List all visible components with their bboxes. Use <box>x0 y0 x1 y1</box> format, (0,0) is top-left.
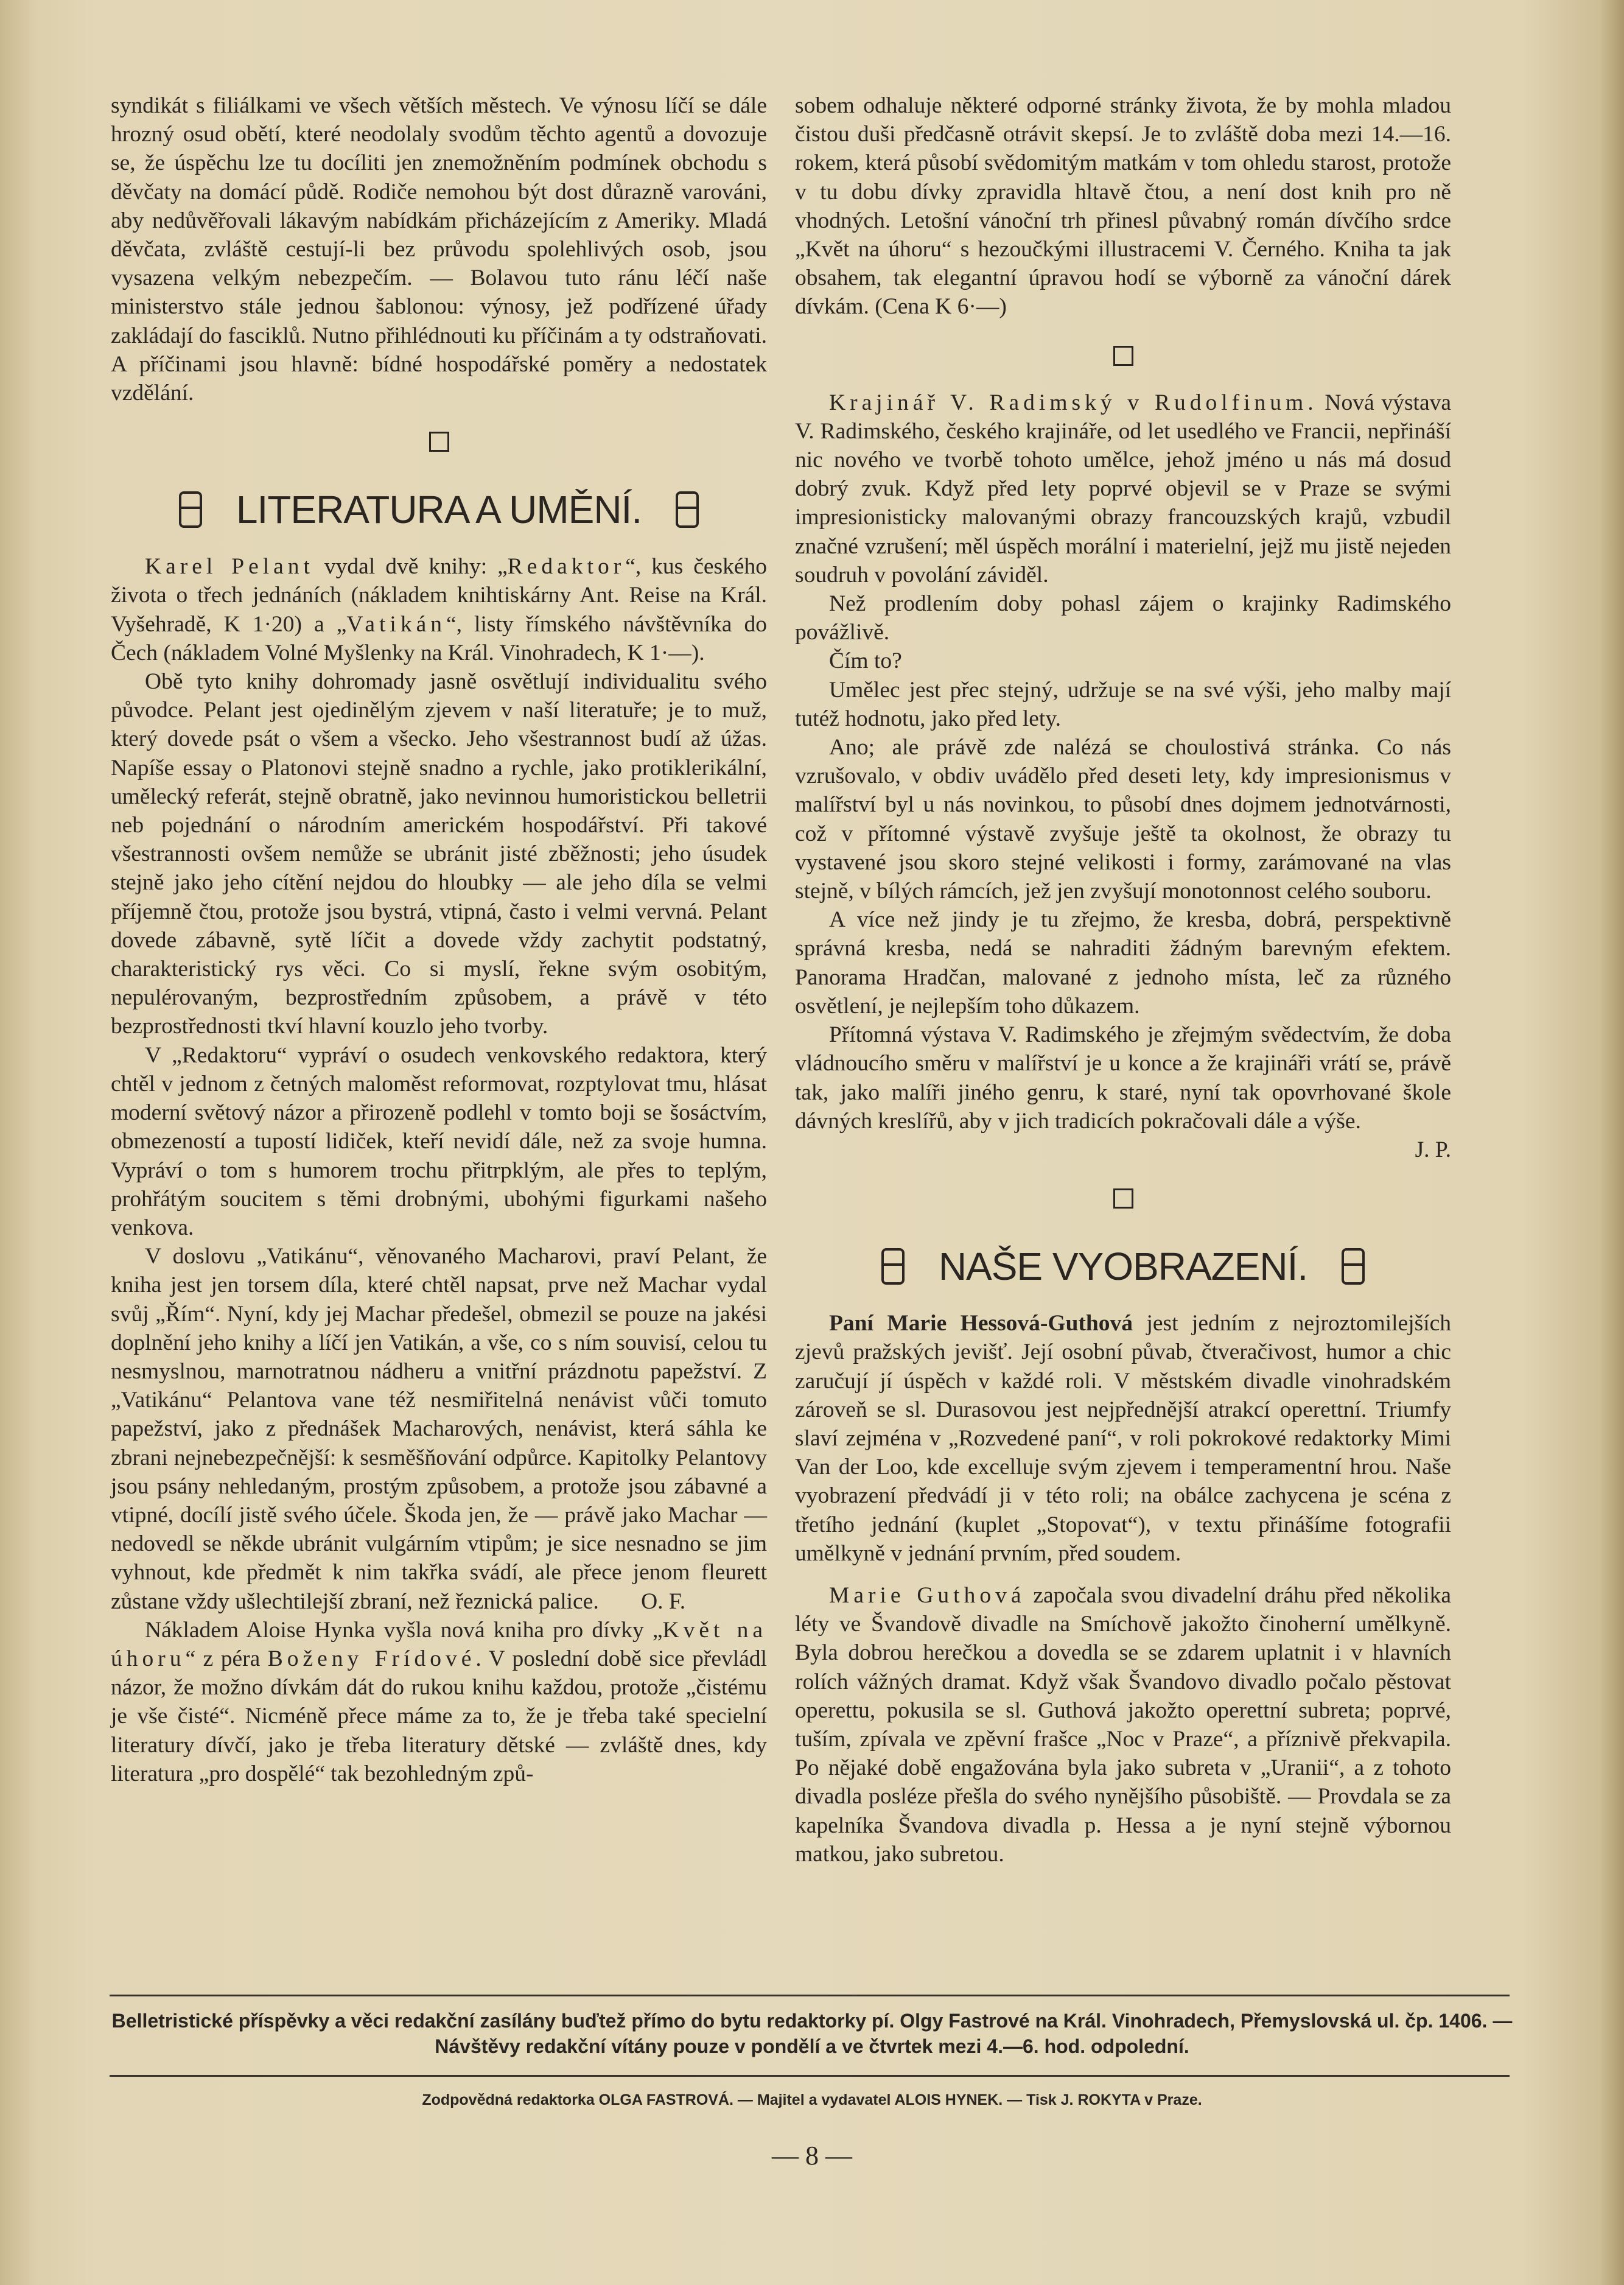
heading-ornament-icon <box>881 1248 905 1285</box>
book-title: Redaktor <box>507 554 626 580</box>
square-ornament-icon <box>429 432 449 452</box>
review-paragraph: Čím to? <box>829 648 902 674</box>
imprint: Zodpovědná redaktorka OLGA FASTROVÁ. — Majitel a vydavatel ALOIS HYNEK. — Tisk J. ROKYTA v Praze. <box>422 2091 1202 2108</box>
review-signature: O. F. <box>641 1588 686 1614</box>
review-paragraph: Přítomná výstava V. Radimského je zřejmým svědectvím, že doba vládnoucího směru v malířství je u konce a že krajináři vrátí se, právě tak, jako malíři jiného genru, k staré, nyní tak opovrhované škole dávných kreslířů, aby v jich tradicích pokračovali dále a výše. <box>795 1022 1451 1134</box>
square-ornament-icon <box>1113 346 1133 366</box>
section-divider-square <box>111 428 767 458</box>
heading-ornament-icon <box>179 491 202 528</box>
right-column <box>795 91 1451 1869</box>
heading-ornament-icon <box>676 491 699 528</box>
editorial-notice: Belletristické příspěvky a věci redakční zasílány buďtež přímo do bytu redaktorky pí. Olgy Fastrové na Král. Vinohradech, Přemyslovská ul. čp. 1406. — Návštěvy redakční vítány pouze v pondělí a ve čtvrtek mezi 4.—6. hod. odpolední. <box>111 2010 1513 2057</box>
exhibition-title: Krajinář V. Radimský v Rudolfinum. <box>829 390 1318 415</box>
heading-ornament-icon <box>1342 1248 1365 1285</box>
article-continuation: syndikát s filiálkami ve všech větších městech. Ve výnosu líčí se dále hrozný osud obětí, které neodolaly svodům těchto agentů a dovozuje se, že úspěchu lze tu docíliti jen znemožněním podmínek obchodu s děvčaty na domácí půdě. Rodiče nemohou být dost důrazně varováni, aby nedůvěřovali lákavým nabídkám přicházejícím z Ameriky. Mladá děvčata, zvláště cestují-li bez průvodu spolehlivých osob, jsou vysazena velkým nebezpečím. — Bolavou tuto ránu léčí naše ministerstvo stále jednou šablonou: výnosy, jež podřízené úřady zakládají do fasciklů. Nutno přihlédnouti ku příčinám a ty odstraňovati. A příčinami jsou hlavně: bídné hospodářské poměry a nedostatek vzdělání. <box>111 93 767 406</box>
book-title: Vatikán <box>346 611 446 637</box>
actress-profile: Paní Marie Hessová-Guthová jest jedním z nejroztomilejších zjevů pražských jevišť. Její osobní půvab, čtveračivost, humor a chic zaručují jí úspěch v každé roli. V městském divadle vinohradském zároveň se sl. Durasovou jest nejpřednější atrakcí operettní. Triumfy slaví zejména v „Rozvedené paní“, v roli pokrokové redaktorky Mimi Van der Loo, kde excelluje svým zjevem i temperamentní hrou. Naše vyobrazení předvádí ji v této roli; na obálce zachycena je scéna z třetího jednání (kuplet „Stopovat“), v textu přinášíme fotografii umělkyně v jednání prvním, před soudem. <box>795 1311 1452 1566</box>
review-continuation: sobem odhaluje některé odporné stránky života, že by mohla mladou čistou duši předčasně otrávit skepsí. Je to zvláště doba mezi 14.—16. rokem, která působí svědomitým matkám v tom ohledu starost, protože v tu dobu dívky zpravidla hltavě čtou, a není dost knih pro ně vhodných. Letošní vánoční trh přinesl půvabný román dívčího srdce „Květ na úhoru“ s hezoučkými illustracemi V. Černého. Kniha ta jak obsahem, tak elegantní úpravou hodí se výborně za vánoční dárek dívkám. (Cena K 6·—) <box>795 93 1451 320</box>
review-paragraph: A více než jindy je tu zřejmo, že kresba, dobrá, perspektivně správná kresba, nedá se nahraditi žádným barevným efektem. Panorama Hradčan, malované z jednoho místa, leč za různého osvětlení, je nejlepším toho důkazem. <box>795 907 1451 1019</box>
book-title: Květ na úhoru <box>111 1617 767 1671</box>
actress-name: Marie Guthová <box>829 1582 1026 1608</box>
section-divider-square <box>795 342 1451 373</box>
actress-career: Marie Guthová započala svou divadelní dráhu před několika léty ve Švandově divadle na Smíchově jakožto činoherní umělkyně. Byla dobrou herečkou a dovedla se se zdarem uplatnit i v hlavních rolích vážných dramat. Když však Švandovo divadlo počalo pěstovat operettu, pokusila se sl. Guthová jakožto operettní subreta; poprvé, tuším, zpívala ve zpěvní frašce „Noc v Praze“, a příznivě překvapila. Po nějaké době engažována byla jako subreta v „Uranii“, a z tohoto divadla posléze přešla do svého nynějšího působiště. — Provdala se za kapelníka Švandova divadla p. Hessa a je nyní stejně výbornou matkou, jako subretou. <box>795 1582 1452 1867</box>
left-column <box>111 91 767 1788</box>
footer-divider <box>110 1995 1510 1996</box>
review-paragraph: Umělec jest přec stejný, udržuje se na své výši, jeho malby mají tutéž hodnotu, jako před lety. <box>795 677 1451 731</box>
review-paragraph: V doslovu „Vatikánu“, věnovaného Macharovi, praví Pelant, že kniha jest jen torsem díla, které chtěl napsat, prve než Machar vydal svůj „Řím“. Nyní, kdy jej Machar předešel, obmezil se pouze na jakési doplnění jeho knihy a líčí jen Vatikán, a vše, co s ním souvisí, celou tu nesmyslnou, marnotratnou nádheru a vnitřní prázdnotu papežství. Z „Vatikánu“ Pelantova vane též nesmiřitelná nenávist vůči tomuto papežství, jako z přednášek Macharových, nenávist, která sáhla ke zbrani nejnebezpečnější: k sesměšňování odpůrce. Kapitolky Pelantovy jsou psány nehledaným, prostým způsobem, a protože jsou zábavné a vtipné, docílí jistě svého účele. Škoda jen, že — právě jako Machar — nedovedl se někde ubránit vulgárním vtipům; je sice nesnadno se jim vyhnout, kde předmět k nim takřka svádí, ale přece jenom fleurett zůstane vždy ušlechtilejší zbraní, než řeznická palice. O. F. <box>111 1244 767 1614</box>
square-ornament-icon <box>1113 1188 1133 1209</box>
review-kvet-na-uhoru: Nákladem Aloise Hynka vyšla nová kniha pro dívky „Květ na úhoru“ z péra Boženy Frídové. V poslední době sice převládl názor, že možno dívkám dát do rukou knihu každou, protože „čistému je vše čisté“. Nicméně přece máme za to, že je třeba také specielní literatury dívčí, jako je třeba literatury dětské — zvláště dnes, kdy literatura „pro dospělé“ tak bezohledným způ- <box>111 1617 767 1786</box>
review-paragraph: Ano; ale právě zde nalézá se choulostivá stránka. Co nás vzrušovalo, v obdiv uvádělo před deseti lety, kdy impresionismus v malířství byl u nás novinkou, to působí dnes dojmem jednotvárnosti, což v přítomné výstavě zvyšuje ještě ta okolnost, že obrazy tu vystavené jsou skoro stejné velikosti i formy, zarámované na vlas stejně, v bílých rámcích, jež jen zvyšují monotonnost celého souboru. <box>795 735 1451 904</box>
review-pelant-intro: Karel Pelant vydal dvě knihy: „Redaktor“, kus českého života o třech jednáních (nákladem knihtiskárny Ant. Reise na Král. Vyšehradě, K 1·20) a „Vatikán“, listy římského návštěvníka do Čech (nákladem Volné Myšlenky na Král. Vinohradech, K 1·—). <box>111 554 767 665</box>
exhibition-review: Krajinář V. Radimský v Rudolfinum. Nová výstava V. Radimského, českého krajináře, od let usedlého ve Francii, nepřináší nic nového ve tvorbě tohoto umělce, jehož jméno u nás má dosud dobrý zvuk. Když před lety poprvé objevil se v Praze se svými impresionisticky malovanými obrazy francouzských krajů, vzbudil značné vzrušení; měl úspěch morální i materielní, jejž mu jistě nejeden soudruh v povolání záviděl. <box>795 390 1451 588</box>
footer-divider <box>110 2075 1510 2077</box>
heading-text: LITERATURA A UMĚNÍ. <box>236 488 642 532</box>
page-edge-shadow <box>1600 0 1624 2285</box>
section-heading-illustrations <box>795 1242 1451 1291</box>
actress-name: Paní Marie Hessová-Guthová <box>829 1311 1133 1336</box>
review-paragraph: V „Redaktoru“ vypráví o osudech venkovského redaktora, který chtěl v jednom z četných maloměst reformovat, rozptylovat tmu, hlásat moderní světový názor a přirozeně podlehl v tomto boji se šosáctvím, obmezeností a tupostí lidiček, kteří nevidí dále, než za svoje humna. Vypráví o tom s humorem trochu přitrpklým, ale přes to teplým, prohřátým soucitem s těmi drobnými, ubohými figurkami našeho venkova. <box>111 1042 767 1240</box>
author-name: Karel Pelant <box>145 554 314 580</box>
page-number: — 8 — <box>772 2141 852 2171</box>
section-heading-literature <box>111 485 767 534</box>
author-name: Boženy Frídové <box>267 1646 476 1671</box>
review-paragraph: Obě tyto knihy dohromady jasně osvětlují individualitu svého původce. Pelant jest ojedinělým zjevem v naší literatuře; je to muž, který dovede psát o všem a všecko. Jeho všestrannost budí až úžas. Napíše essay o Platonovi stejně snadno a rychle, jako protiklerikální, umělecký referát, stejně obratně, jako nevinnou humoristickou belletrii neb pojednání o národním americkém hospodářství. Při takové všestrannosti ovšem nemůže se ubránit jisté zběžnosti; jeho úsudek stejně jako jeho cítění nejdou do hloubky — ale jeho díla se velmi příjemně čtou, protože jsou bystrá, vtipná, často i velmi vervná. Pelant dovede zábavně, sytě líčit a dovede vždy zachytit podstatný, charakteristický rys věci. Co si myslí, řekne svým osobitým, nepulérovaným, bezprostředním způsobem, a právě v této bezprostřednosti tkví hlavní kouzlo jeho tvorby. <box>111 669 767 1039</box>
heading-text: NAŠE VYOBRAZENÍ. <box>938 1244 1308 1289</box>
section-divider-square <box>795 1185 1451 1215</box>
review-signature: J. P. <box>1415 1137 1451 1162</box>
review-paragraph: Než prodlením doby pohasl zájem o krajinky Radimského povážlivě. <box>795 591 1451 645</box>
